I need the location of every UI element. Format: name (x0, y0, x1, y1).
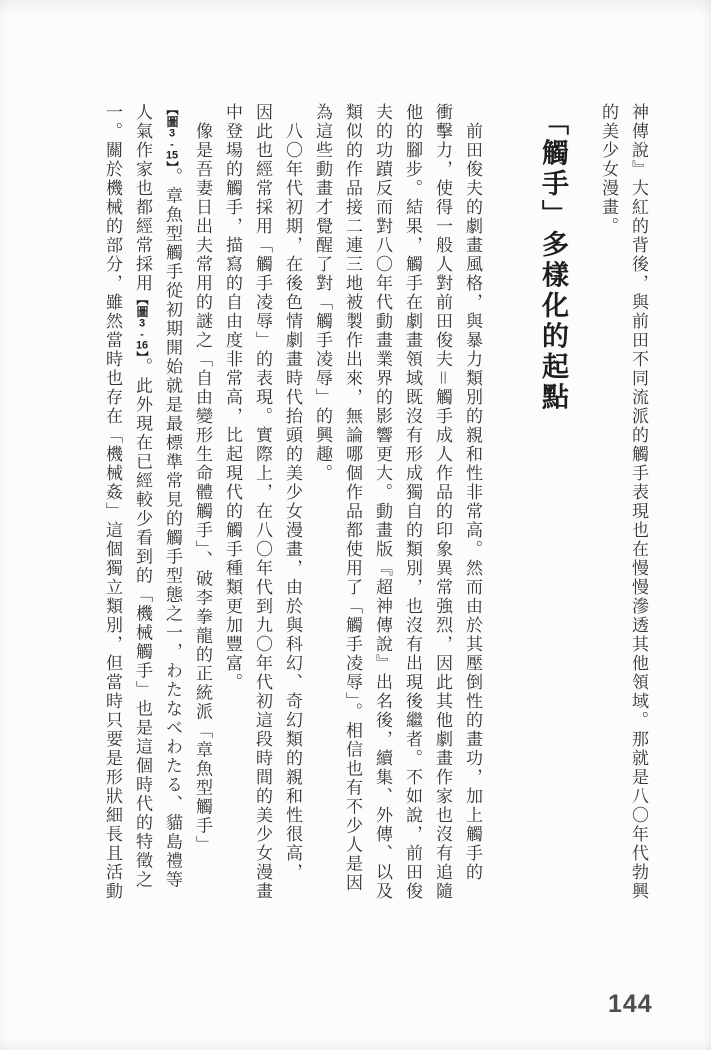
text-area (97, 0, 711, 1050)
text-column: 人氣作家也都經常採用【圖3-16】。此外現在已經較少看到的「機械觸手」也是這個時代的特徵之 (133, 103, 152, 890)
text-column: 神傳說』大紅的背後，與前田不同流派的觸手表現也在慢慢滲透其他領域。那就是八〇年代勃興 (629, 103, 648, 901)
text-column: 為這些動畫才覺醒了對「觸手凌辱」的興趣。 (313, 103, 332, 483)
section-heading: 「觸手」多樣化的起點 (538, 108, 568, 413)
text-column: 中登場的觸手，描寫的自由度非常高，比起現代的觸手種類更加豐富。 (223, 103, 242, 692)
text-column: 類似的作品接二連三地被製作出來，無論哪個作品都使用了「觸手凌辱」。相信也有不少人是因 (343, 103, 362, 893)
text-column: 一。關於機械的部分，雖然當時也存在「機械姦」這個獨立類別，但當時只要是形狀細長且活動 (103, 103, 122, 901)
text-column: 因此也經常採用「觸手凌辱」的表現。實際上，在八〇年代到九〇年代初這段時間的美少女漫畫 (253, 103, 272, 901)
text-column: 夫的功蹟反而對八〇年代動畫業界的影響更大。動畫版『超神傳說』出名後，續集、外傳、以及 (373, 103, 392, 901)
text-column: 像是吾妻日出夫常用的謎之「自由變形生命體觸手」、破李拳龍的正統派「章魚型觸手」 (193, 122, 212, 855)
page-number: 144 (608, 990, 653, 1018)
text-column: 【圖3-15】。章魚型觸手從初期開始就是最標準常見的觸手型態之一，わたなべわたる、貓島禮等 (163, 103, 182, 890)
figure-reference: 【圖3-16】 (135, 293, 149, 358)
text-column: 他的腳步。結果，觸手在劇畫領域既沒有形成獨自的類別，也沒有出現後繼者。不如說，前田俊 (403, 103, 422, 901)
text-column: 八〇年代初期，在後色情劇畫時代抬頭的美少女漫畫，由於與科幻、奇幻類的親和性很高， (283, 122, 302, 882)
text-column: 的美少女漫畫。 (599, 103, 618, 236)
text-column: 衝擊力，使得一般人對前田俊夫＝觸手成人作品的印象異常強烈，因此其他劇畫作家也沒有追隨 (433, 103, 452, 901)
text-column: 前田俊夫的劇畫風格，與暴力類別的親和性非常高。然而由於其壓倒性的畫功，加上觸手的 (463, 122, 482, 882)
figure-reference: 【圖3-15】 (165, 103, 179, 168)
sideways-glyph: ＝ (433, 369, 452, 388)
